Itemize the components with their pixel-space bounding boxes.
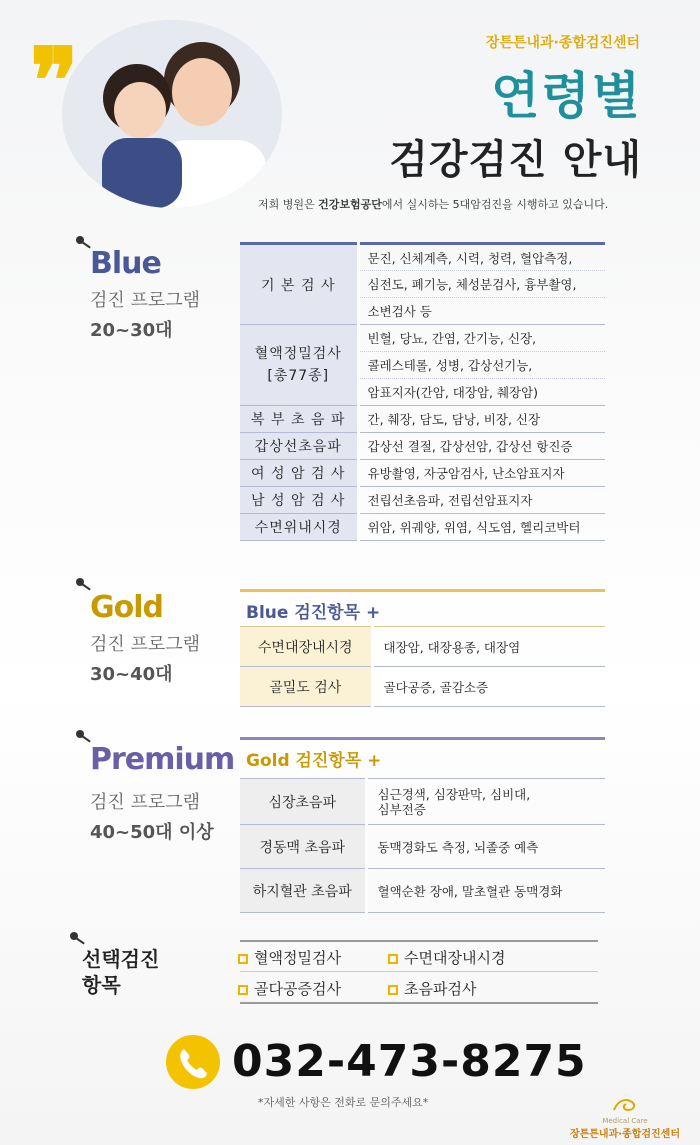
logo-icon — [610, 1096, 640, 1114]
selection-item: 골다공증검사 — [238, 978, 341, 999]
selection-item: 초음파검사 — [388, 978, 476, 999]
pin-icon — [76, 730, 84, 738]
selection-rule-top — [240, 940, 598, 942]
page-subtitle: 검강검진 안내 — [389, 137, 642, 183]
gold-program-table — [240, 626, 605, 707]
blue-program-name: Blue — [90, 246, 161, 281]
phone-number: 032-473-8275 — [232, 1036, 587, 1087]
table-cell: 문진, 신체계측, 시력, 청력, 혈압측정, — [358, 244, 605, 271]
logo-name: 장튼튼내과·종합검진센터 — [569, 1129, 680, 1140]
intro-text: 저희 병원은 건강보험공단에서 실시하는 5대암검진을 시행하고 있습니다. — [258, 198, 609, 211]
table-cell: 혈액순환 장애, 말초혈관 동맥경화 — [366, 869, 605, 913]
table-cell: 심근경색, 심장판막, 심비대, 심부전증 — [366, 779, 605, 825]
category-blood: 혈액정밀검사 [총77종] — [240, 325, 358, 406]
table-cell: 콜레스테롤, 성병, 갑상선기능, — [358, 352, 605, 379]
premium-program-table — [240, 778, 605, 913]
hospital-name: 장튼튼내과·종합검진센터 — [485, 35, 640, 51]
blue-program-desc: 검진 프로그램 20~30대 — [90, 290, 201, 341]
category-basic: 기 본 검 사 — [240, 244, 358, 325]
premium-section-head: Gold 검진항목 + — [246, 751, 382, 771]
quote-mark-icon: ❞ — [30, 28, 67, 134]
logo-small-text: Medical Care — [602, 1117, 648, 1125]
family-photo — [62, 20, 282, 208]
blue-program-table — [240, 242, 605, 541]
category-female-cancer: 여 성 암 검 사 — [240, 460, 358, 487]
page-title: 연령별 — [491, 67, 642, 125]
gold-program-desc: 검진 프로그램 30~40대 — [90, 634, 201, 685]
table-cell: 간, 췌장, 담도, 담낭, 비장, 신장 — [358, 406, 605, 433]
selection-title: 선택검진 항목 — [82, 947, 160, 997]
table-cell: 골다공증, 골감소증 — [372, 667, 605, 707]
selection-rule-bottom — [240, 1002, 598, 1004]
pin-icon — [76, 236, 84, 244]
premium-section-rule — [240, 737, 605, 740]
category-carotid: 경동맥 초음파 — [240, 825, 366, 869]
category-bone-density: 골밀도 검사 — [240, 667, 372, 707]
contact-note: *자세한 사항은 전화로 문의주세요* — [258, 1096, 429, 1109]
gold-section-head: Blue 검진항목 + — [246, 603, 381, 623]
category-echocardiogram: 심장초음파 — [240, 779, 366, 825]
footer-logo — [570, 1096, 680, 1140]
gold-program-name: Gold — [90, 590, 163, 625]
pin-icon — [76, 578, 84, 586]
table-cell: 갑상선 결절, 갑상선암, 갑상선 항진증 — [358, 433, 605, 460]
phone-icon — [166, 1035, 220, 1089]
pin-icon — [70, 932, 78, 940]
category-thyroid: 갑상선초음파 — [240, 433, 358, 460]
table-cell: 동맥경화도 측정, 뇌졸중 예측 — [366, 825, 605, 869]
selection-item: 수면대장내시경 — [388, 947, 505, 968]
table-cell: 유방촬영, 자궁암검사, 난소암표지자 — [358, 460, 605, 487]
table-cell: 위암, 위궤양, 위염, 식도염, 헬리코박터 — [358, 514, 605, 541]
table-cell: 암표지자(간암, 대장암, 췌장암) — [358, 379, 605, 406]
table-cell: 전립선초음파, 전립선암표지자 — [358, 487, 605, 514]
premium-program-name: Premium — [90, 742, 235, 777]
gold-section-rule — [240, 589, 605, 592]
table-cell: 빈혈, 당뇨, 간염, 간기능, 신장, — [358, 325, 605, 352]
selection-rule-mid — [240, 971, 598, 972]
category-abdominal: 복 부 초 음 파 — [240, 406, 358, 433]
category-endoscopy: 수면위내시경 — [240, 514, 358, 541]
table-cell: 대장암, 대장용종, 대장염 — [372, 627, 605, 667]
category-colonoscopy: 수면대장내시경 — [240, 627, 372, 667]
premium-program-desc: 검진 프로그램 40~50대 이상 — [90, 792, 214, 843]
category-lower-vessel: 하지혈관 초음파 — [240, 869, 366, 913]
table-cell: 심전도, 폐기능, 체성분검사, 흉부촬영, — [358, 271, 605, 298]
selection-item: 혈액정밀검사 — [238, 947, 341, 968]
category-male-cancer: 남 성 암 검 사 — [240, 487, 358, 514]
table-cell: 소변검사 등 — [358, 298, 605, 325]
